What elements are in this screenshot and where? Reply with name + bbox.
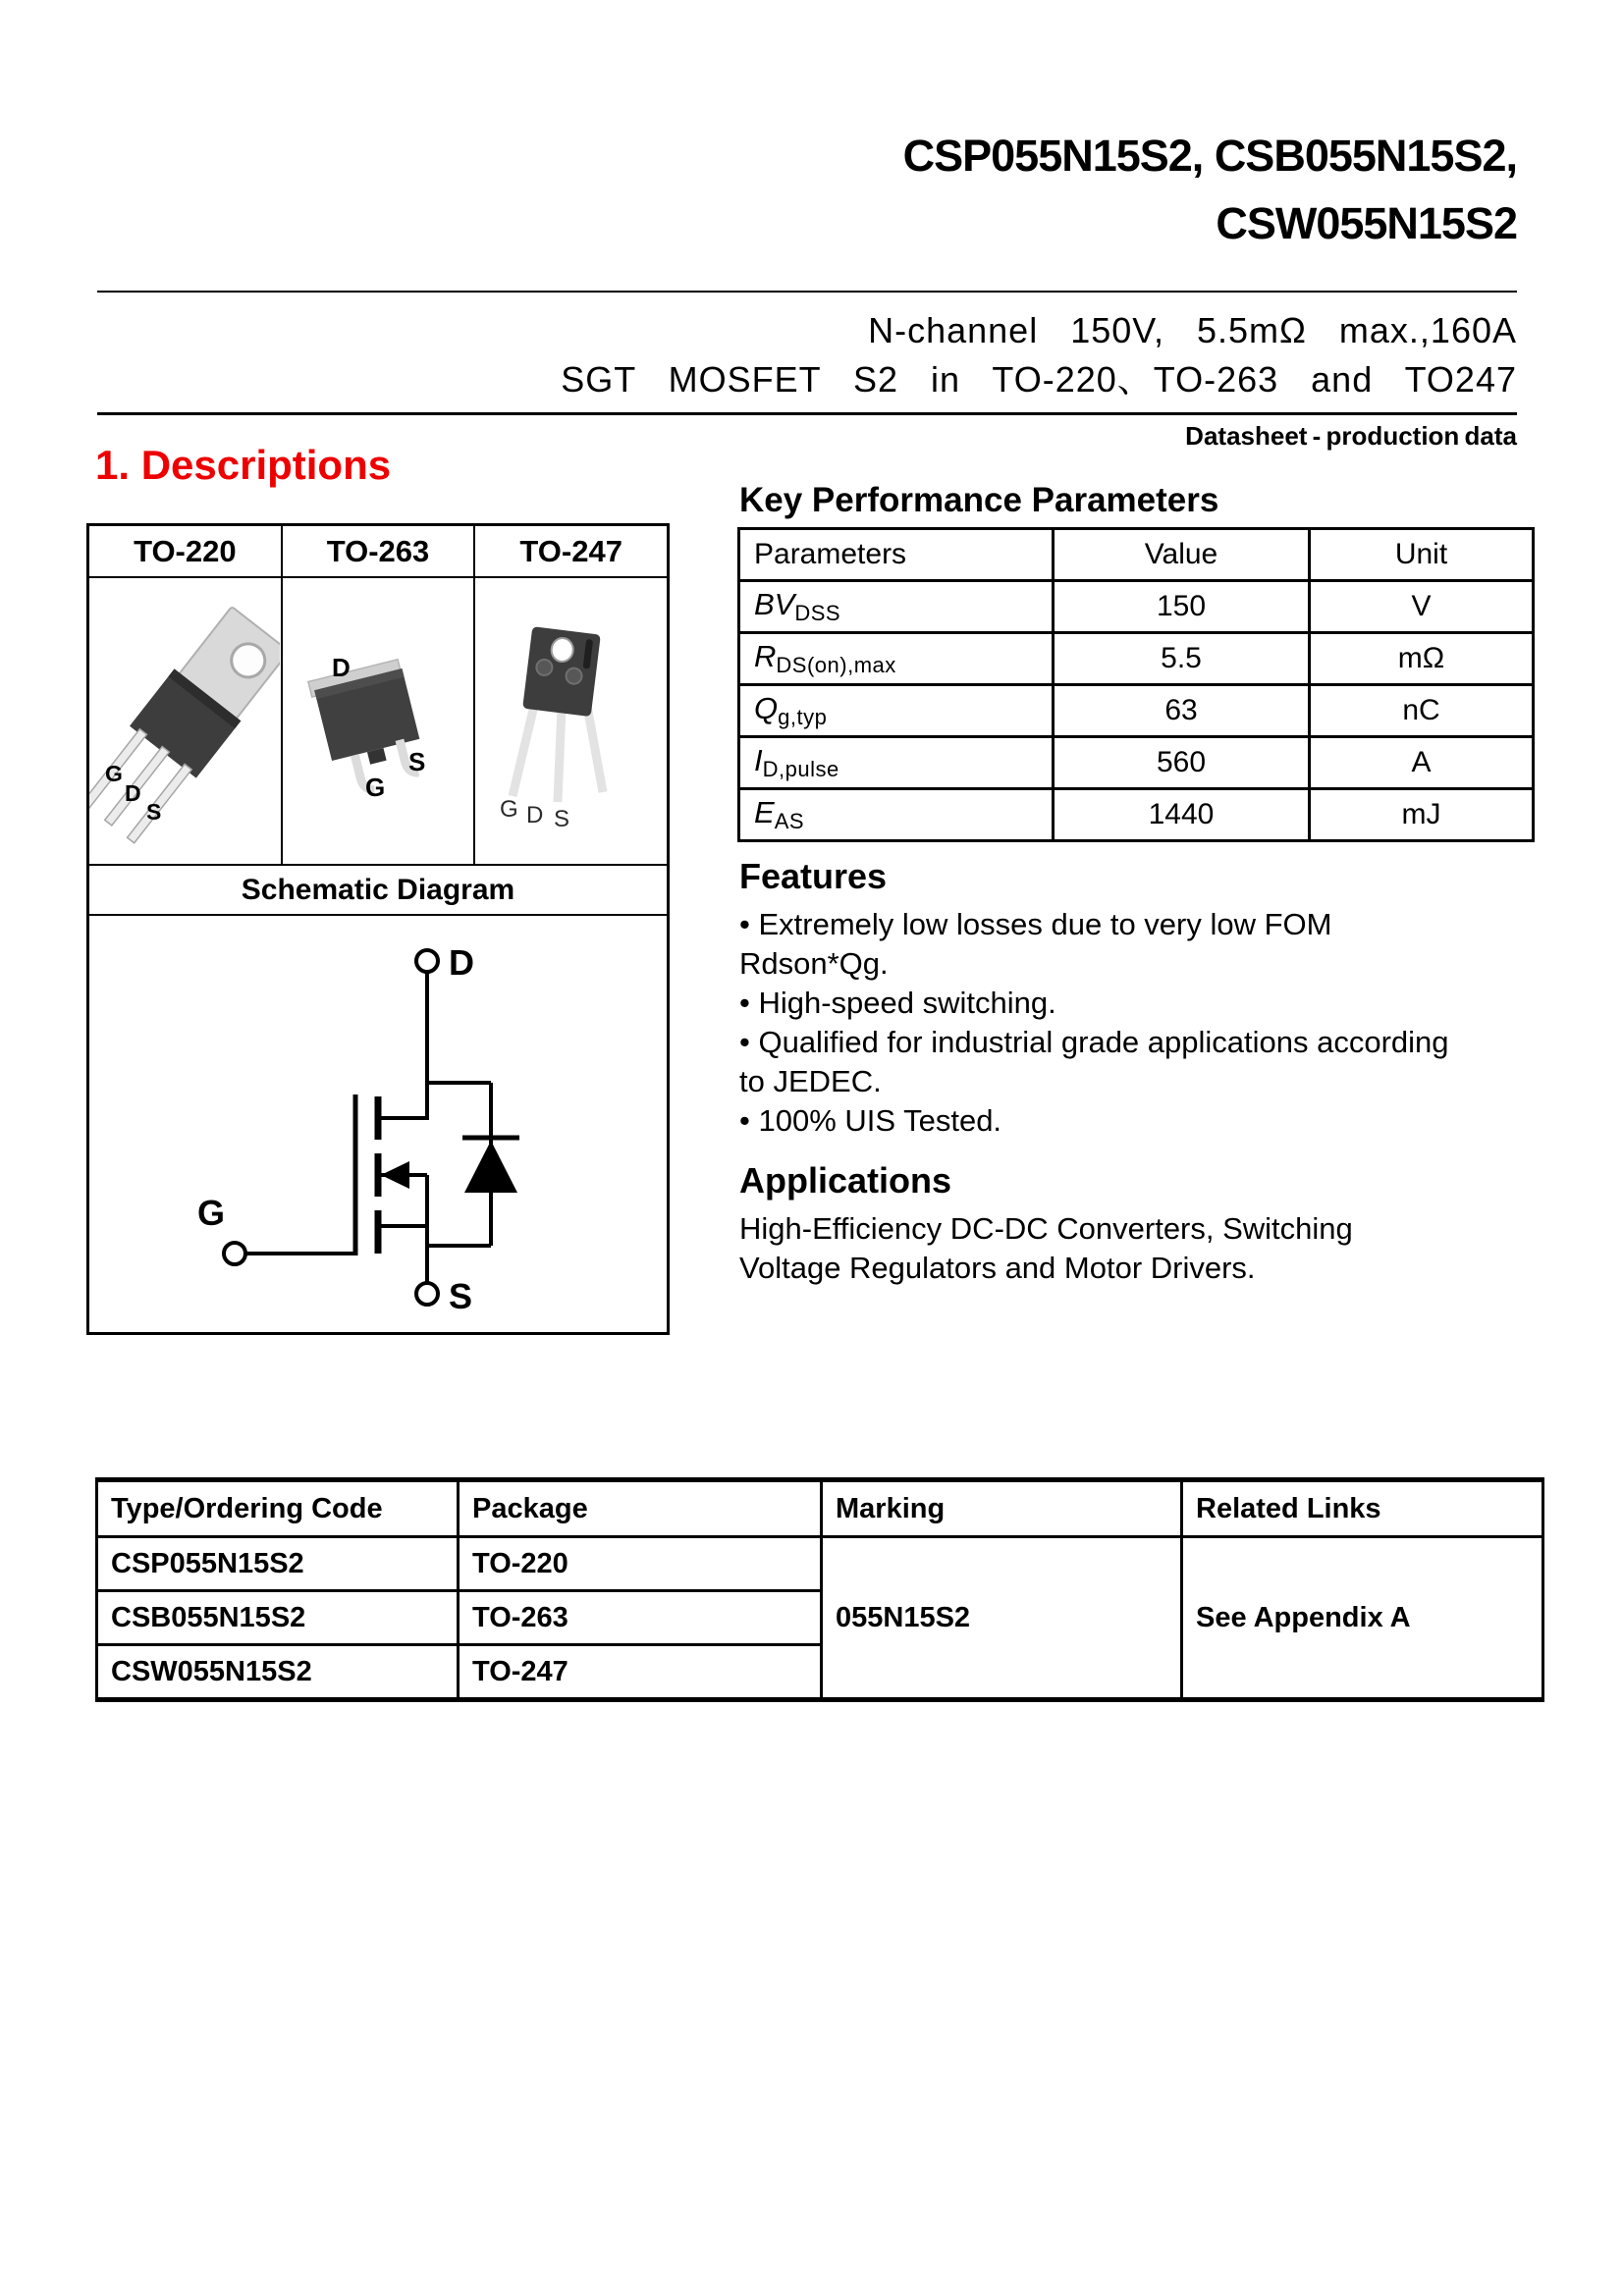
schematic-diode (464, 1141, 517, 1193)
header-divider-bottom (97, 412, 1517, 415)
kpp-unit: V (1310, 581, 1534, 633)
to220-body-group (89, 603, 280, 849)
kpp-col-unit: Unit (1310, 529, 1534, 581)
kpp-row-rdson: $R_{DS(on),max}$ 5.5 mΩ (739, 633, 1534, 685)
to263-pin-label-d: D (331, 653, 351, 682)
package-image-row (89, 578, 667, 866)
schematic-label-g: G (197, 1193, 226, 1233)
ordering-col-package: Package (459, 1480, 822, 1537)
ordering-code: CSW055N15S2 (97, 1645, 459, 1700)
schematic-label-s: S (449, 1276, 473, 1316)
kpp-row-bvdss: $BV_{DSS}$ 150 V (739, 581, 1534, 633)
kpp-unit: A (1310, 737, 1534, 789)
doc-type-label: Datasheet - production data (1185, 421, 1517, 451)
kpp-value: 5.5 (1054, 633, 1310, 685)
section-heading-descriptions: 1. Descriptions (95, 442, 392, 488)
ordering-package: TO-247 (459, 1645, 822, 1700)
package-header-to220: TO-220 (89, 526, 283, 576)
kpp-row-eas: $E_{AS}$ 1440 mJ (739, 789, 1534, 841)
schematic-title: Schematic Diagram (89, 866, 667, 916)
mosfet-schematic (103, 926, 653, 1322)
to220-pin-label-s: S (146, 799, 162, 825)
features-heading: Features (739, 856, 888, 896)
schematic-drain-terminal (416, 950, 438, 972)
kpp-row-idpulse: $I_{D,pulse}$ 560 A (739, 737, 1534, 789)
subtitle-line2: SGT MOSFET S2 in TO-220、TO-263 and TO247 (561, 359, 1517, 400)
kpp-value: 63 (1054, 685, 1310, 737)
ordering-col-marking: Marking (822, 1480, 1182, 1537)
kpp-table (737, 527, 1535, 842)
ordering-col-links: Related Links (1182, 1480, 1543, 1537)
feature-line: • High-speed switching. (739, 986, 1056, 1020)
kpp-unit: nC (1310, 685, 1534, 737)
to220-pin-label-d: D (125, 780, 141, 806)
package-table-header-row (89, 526, 667, 578)
title-line2: CSW055N15S2 (1216, 198, 1517, 248)
kpp-unit: mΩ (1310, 633, 1534, 685)
package-cell-to247 (475, 578, 667, 864)
to247-pin-label-g: G (500, 796, 519, 823)
title-line1: CSP055N15S2, CSB055N15S2, (902, 131, 1517, 181)
applications-heading: Applications (739, 1160, 952, 1201)
kpp-value: 1440 (1054, 789, 1310, 841)
to247-pin-label-d: D (526, 802, 544, 828)
ordering-header-row (97, 1480, 1543, 1537)
kpp-unit: mJ (1310, 789, 1534, 841)
ordering-package: TO-220 (459, 1537, 822, 1591)
page-subtitle (561, 306, 1517, 404)
schematic-body-arrow (381, 1161, 409, 1189)
page-title (903, 122, 1517, 257)
feature-line: • Extremely low losses due to very low FOM (739, 907, 1332, 941)
to247-body-group (522, 626, 601, 717)
feature-line: • Qualified for industrial grade applications according (739, 1025, 1449, 1059)
to263-pin-label-g: G (364, 773, 385, 802)
feature-line: • 100% UIS Tested. (739, 1103, 1002, 1138)
to263-package-image (283, 578, 473, 862)
feature-line: Rdson*Qg. (739, 946, 889, 981)
package-table (86, 523, 670, 1335)
ordering-table (95, 1477, 1544, 1702)
kpp-heading: Key Performance Parameters (739, 481, 1219, 519)
ordering-marking: 055N15S2 (822, 1537, 1182, 1700)
package-cell-to263 (283, 578, 476, 864)
to247-lead-g (513, 706, 534, 796)
to247-lead-s (587, 706, 603, 792)
to220-package-image (89, 578, 280, 862)
kpp-row-qg: $Q_{g,typ}$ 63 nC (739, 685, 1534, 737)
kpp-col-value: Value (1054, 529, 1310, 581)
package-header-to263: TO-263 (283, 526, 476, 576)
applications-section (739, 1160, 1535, 1288)
to247-package-image (475, 578, 666, 862)
kpp-value: 150 (1054, 581, 1310, 633)
package-header-to247: TO-247 (519, 534, 622, 568)
ordering-row-csp (97, 1537, 1543, 1591)
to263-pin-label-s: S (407, 747, 426, 776)
schematic-cell (89, 916, 667, 1332)
to220-pin-label-g: G (105, 761, 123, 786)
schematic-gate-terminal (224, 1243, 245, 1264)
application-line: High-Efficiency DC-DC Converters, Switching (739, 1211, 1353, 1246)
schematic-label-d: D (449, 942, 474, 983)
to247-lead-d (558, 708, 562, 802)
ordering-code: CSP055N15S2 (97, 1537, 459, 1591)
kpp-value: 560 (1054, 737, 1310, 789)
schematic-source-terminal (416, 1283, 438, 1305)
kpp-header-row (739, 529, 1534, 581)
package-cell-to220 (89, 578, 283, 864)
ordering-col-type: Type/Ordering Code (97, 1480, 459, 1537)
application-line: Voltage Regulators and Motor Drivers. (739, 1251, 1256, 1285)
feature-line: to JEDEC. (739, 1064, 882, 1098)
ordering-code: CSB055N15S2 (97, 1591, 459, 1645)
kpp-col-parameters: Parameters (739, 529, 1054, 581)
header-divider-top (97, 291, 1517, 293)
ordering-related-links: See Appendix A (1182, 1537, 1543, 1700)
subtitle-line1: N-channel 150V, 5.5mΩ max.,160A (868, 310, 1517, 350)
to247-pin-label-s: S (554, 806, 570, 832)
ordering-package: TO-263 (459, 1591, 822, 1645)
features-section (739, 856, 1535, 1141)
